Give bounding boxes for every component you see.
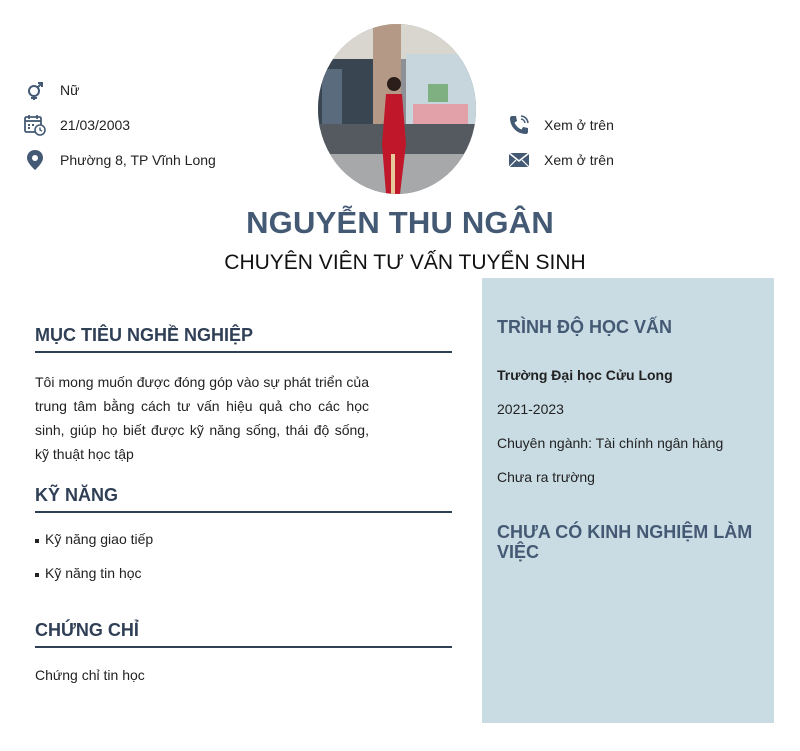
birthdate-row bbox=[24, 114, 130, 136]
certificates-heading: CHỨNG CHỈ bbox=[35, 620, 139, 640]
calendar-icon bbox=[24, 114, 46, 136]
email-text: Xem ở trên bbox=[544, 152, 614, 168]
experience-heading: CHƯA CÓ KINH NGHIỆM LÀM VIỆC bbox=[497, 522, 753, 562]
bullet-icon bbox=[35, 539, 39, 543]
objective-text: Tôi mong muốn được đóng góp vào sự phát triển của trung tâm bằng cách tư vấn hiệu quả cho các học sinh, giúp họ biết được kỹ năng sống, thái độ sống, kỹ thuật học tập bbox=[35, 374, 369, 462]
envelope-icon bbox=[508, 149, 530, 171]
objective-divider bbox=[35, 351, 452, 353]
bullet-icon bbox=[35, 573, 39, 577]
job-title: CHUYÊN VIÊN TƯ VẤN TUYỂN SINH bbox=[224, 251, 586, 274]
education-major: Chuyên ngành: Tài chính ngân hàng bbox=[497, 435, 724, 451]
candidate-name: NGUYỄN THU NGÂN bbox=[246, 205, 554, 240]
email-row bbox=[508, 149, 614, 171]
skill-item bbox=[35, 531, 153, 547]
address-text: Phường 8, TP Vĩnh Long bbox=[60, 152, 216, 168]
phone-icon bbox=[508, 114, 530, 136]
education-heading: TRÌNH ĐỘ HỌC VẤN bbox=[497, 317, 672, 337]
address-row bbox=[24, 149, 216, 171]
gender-icon bbox=[24, 79, 46, 101]
skill-item-label: Kỹ năng giao tiếp bbox=[45, 531, 154, 547]
right-sidebar-panel bbox=[482, 278, 774, 723]
education-years: 2021-2023 bbox=[497, 401, 564, 417]
profile-photo bbox=[318, 24, 476, 194]
certificate-item: Chứng chỉ tin học bbox=[35, 667, 145, 683]
phone-text: Xem ở trên bbox=[544, 117, 614, 133]
skills-heading: KỸ NĂNG bbox=[35, 485, 119, 505]
gender-text: Nữ bbox=[60, 82, 80, 98]
skills-divider bbox=[35, 511, 452, 513]
education-school: Trường Đại học Cửu Long bbox=[497, 367, 673, 383]
gender-row bbox=[24, 79, 79, 101]
location-pin-icon bbox=[24, 149, 46, 171]
phone-row bbox=[508, 114, 614, 136]
skill-item-label: Kỹ năng tin học bbox=[45, 565, 142, 581]
education-status: Chưa ra trường bbox=[497, 469, 595, 485]
birthdate-text: 21/03/2003 bbox=[60, 117, 131, 133]
objective-heading: MỤC TIÊU NGHỀ NGHIỆP bbox=[35, 325, 254, 345]
certificates-divider bbox=[35, 646, 452, 648]
skill-item bbox=[35, 565, 142, 581]
